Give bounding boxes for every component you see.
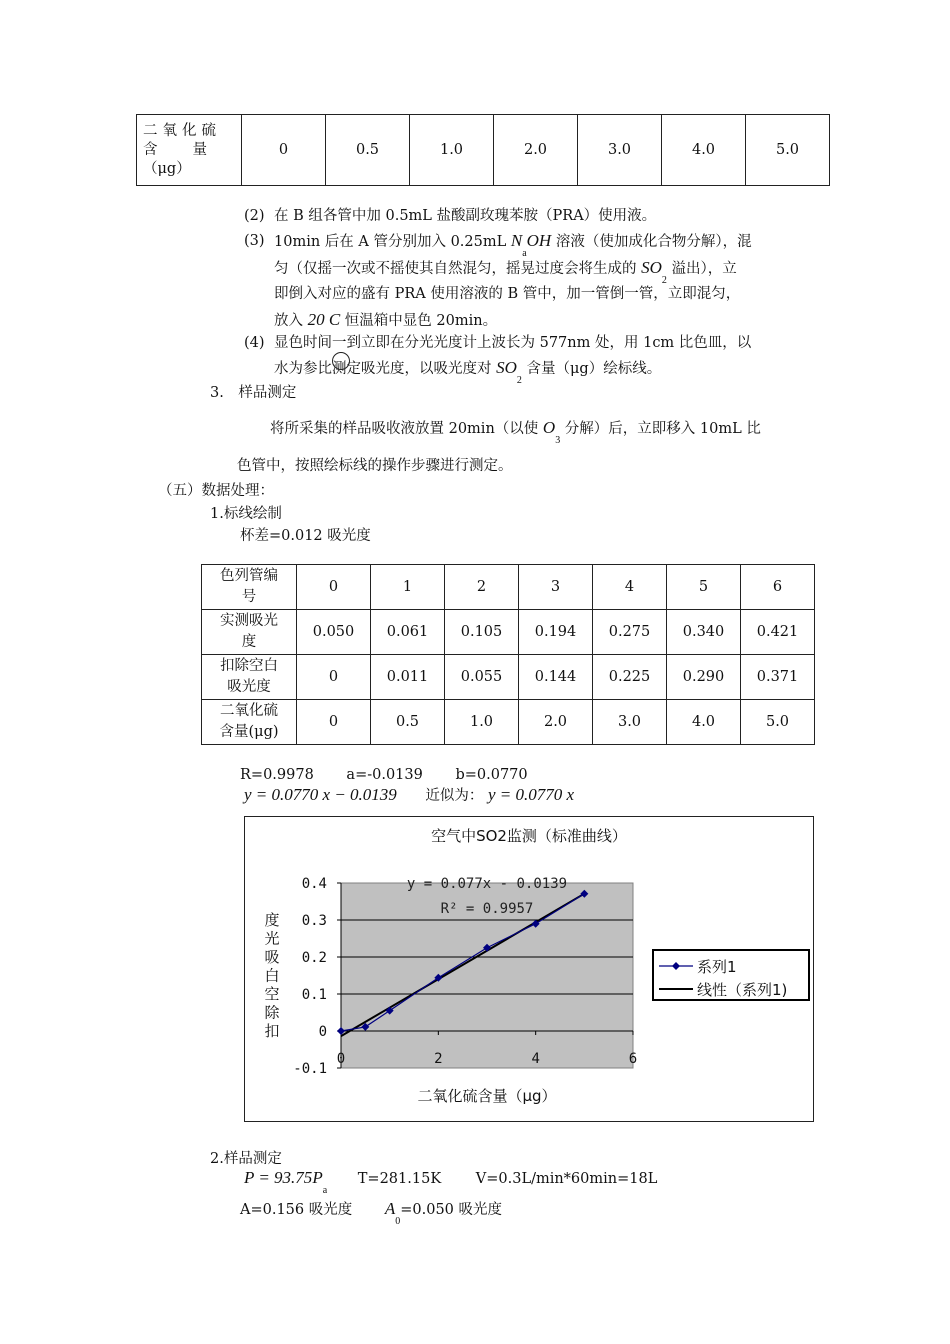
so2-content-table-top	[136, 114, 830, 186]
table-cell: 2.0	[494, 115, 578, 186]
table-cell: 2	[445, 565, 519, 610]
section-3-para-2: 色管中，按照绘标线的操作步骤进行测定。	[237, 458, 513, 474]
table-cell: 0.144	[519, 655, 593, 700]
row-header-line: 二氧化硫	[220, 703, 278, 719]
x-tick-label: 0	[336, 1051, 346, 1067]
subsection-2-title: 2.样品测定	[210, 1151, 282, 1167]
y-tick-label: 0.1	[301, 987, 327, 1003]
table-header-cell	[137, 115, 242, 186]
row-header-line: 扣除空白	[220, 658, 278, 674]
o-text: O	[542, 418, 556, 437]
naoh-n: N	[510, 231, 523, 250]
step-3-text-b: 溶液（使加成化合物分解），混	[551, 234, 752, 250]
table-cell: 0.5	[371, 700, 445, 745]
trend-equation: y = 0.077x - 0.0139	[406, 876, 568, 892]
so-text: SO	[496, 358, 517, 377]
step-3-text-d: 溢出），立	[666, 261, 737, 277]
chart-title: 空气中SO2监测（标准曲线）	[431, 827, 627, 845]
table-cell: 3.0	[593, 700, 667, 745]
step-3-text-c: 匀（仅摇一次或不摇使其自然混匀，摇晃过度会将生成的	[274, 261, 642, 277]
step-4-text-a: 水为参比测定吸光度，以吸光度对	[274, 361, 497, 377]
naoh-formula	[510, 231, 552, 259]
temperature-k: T=281.15K	[357, 1171, 442, 1187]
step-4-line-1: 显色时间一到立即在分光光度计上波长为 577nm 处，用 1cm 比色皿，以	[274, 335, 752, 351]
table-cell: 0.421	[741, 610, 815, 655]
approx-label: 近似为：	[425, 788, 484, 804]
table-cell: 1.0	[445, 700, 519, 745]
r-value: R=0.9978	[240, 767, 314, 783]
x-tick-label: 2	[434, 1051, 443, 1067]
table-cell: 3.0	[578, 115, 662, 186]
naoh-a: a	[522, 248, 527, 259]
b-value: b=0.0770	[455, 767, 528, 783]
table-row	[202, 610, 815, 655]
table-cell: 4.0	[667, 700, 741, 745]
step-3-text-a: 10min 后在 A 管分别加入 0.25mL	[274, 234, 511, 250]
pressure-value: P = 93.75	[244, 1168, 313, 1187]
table-cell: 4.0	[662, 115, 746, 186]
section-3-text-a: 将所采集的样品吸收液放置 20min（以使	[270, 421, 543, 437]
row-header	[202, 655, 297, 700]
table-cell: 0.290	[667, 655, 741, 700]
so-text: SO	[641, 258, 662, 277]
naoh-oh: OH	[526, 231, 552, 250]
step-3-line-3: 即倒入对应的盛有 PRA 使用溶液的 B 管中，加一管倒一管，立即混匀，	[274, 286, 741, 302]
cup-difference: 杯差=0.012 吸光度	[240, 528, 371, 544]
step-2-number: (2)	[244, 208, 265, 224]
table-cell: 2.0	[519, 700, 593, 745]
table-cell: 0.050	[297, 610, 371, 655]
regression-params	[240, 767, 528, 783]
approx-equation: y = 0.0770 x	[488, 785, 575, 804]
y-axis-label-char: 除	[264, 1003, 280, 1022]
table-cell: 0	[242, 115, 326, 186]
sample-params-line	[244, 1168, 658, 1196]
row-header-line: 实测吸光	[220, 613, 278, 629]
x-axis-label: 二氧化硫含量（μg）	[417, 1087, 557, 1105]
o3-formula	[542, 418, 561, 446]
y-tick-label: 0.3	[301, 913, 327, 929]
absorbance-line	[240, 1198, 503, 1227]
temperature: 20 C	[307, 310, 341, 329]
row-header-line: 色列管编	[220, 568, 278, 584]
step-3-text-e: 放入	[274, 313, 308, 329]
calibration-table	[201, 564, 815, 745]
table-cell: 0.275	[593, 610, 667, 655]
a0-sub: 0	[395, 1216, 401, 1227]
y-tick-label: 0.2	[301, 950, 327, 966]
row-header-line: 吸光度	[227, 679, 271, 695]
table-cell: 0.061	[371, 610, 445, 655]
table-cell: 0	[297, 565, 371, 610]
step-3-line-2	[274, 255, 737, 284]
table-cell: 4	[593, 565, 667, 610]
row-header-line: 度	[241, 634, 257, 650]
absorbance-a: A=0.156 吸光度	[240, 1202, 353, 1218]
table-row	[202, 565, 815, 610]
table-cell: 0.5	[326, 115, 410, 186]
y-axis-label-char: 度	[264, 911, 280, 929]
table-cell: 0.371	[741, 655, 815, 700]
x-tick-label: 6	[628, 1051, 638, 1067]
legend-trend-label: 线性（系列1)	[697, 981, 788, 999]
table-cell: 5.0	[746, 115, 830, 186]
legend-series-label: 系列1	[697, 958, 737, 976]
step-3-number: (3)	[244, 233, 265, 249]
section-5-title: （五）数据处理：	[158, 483, 274, 499]
circle-mark-icon	[332, 352, 350, 370]
absorbance-a0: =0.050 吸光度	[400, 1202, 503, 1218]
step-3-text-f: 恒温箱中显色 20min。	[340, 313, 498, 329]
header-line: 含 量	[143, 141, 209, 158]
volume: V=0.3L/min*60min=18L	[475, 1171, 658, 1187]
so2-sub: 2	[516, 375, 522, 386]
y-axis-label-char: 光	[264, 929, 280, 948]
row-header	[202, 700, 297, 745]
row-header-line: 号	[241, 589, 257, 605]
y-axis-label-char: 白	[264, 966, 280, 985]
pressure	[244, 1168, 328, 1196]
table-cell: 0.340	[667, 610, 741, 655]
table-cell: 6	[741, 565, 815, 610]
section-3-title: 3. 样品测定	[210, 385, 297, 401]
step-3-line-1	[274, 228, 752, 257]
r-squared: R² = 0.9957	[440, 901, 534, 917]
x-tick-label: 4	[531, 1051, 540, 1067]
table-cell: 0	[297, 700, 371, 745]
table-cell: 0.011	[371, 655, 445, 700]
table-cell: 0.225	[593, 655, 667, 700]
a0-symbol	[384, 1199, 401, 1227]
y-axis-label-char: 空	[264, 985, 280, 1003]
row-header-line: 含量(μg)	[219, 724, 279, 740]
table-cell: 1	[371, 565, 445, 610]
table-cell: 5	[667, 565, 741, 610]
pressure-unit: P	[312, 1168, 323, 1187]
row-header	[202, 565, 297, 610]
y-tick-label: 0	[318, 1024, 327, 1040]
y-axis-label-char: 吸	[264, 948, 280, 966]
standard-curve-chart	[244, 816, 814, 1122]
table-cell: 5.0	[741, 700, 815, 745]
table-cell: 3	[519, 565, 593, 610]
header-line: 二氧化硫	[143, 122, 221, 139]
table-cell: 0.105	[445, 610, 519, 655]
table-cell: 0.055	[445, 655, 519, 700]
so2-formula	[496, 358, 522, 386]
step-2-text: 在 B 组各管中加 0.5mL 盐酸副玫瑰苯胺（PRA）使用液。	[274, 208, 657, 224]
table-row	[202, 700, 815, 745]
pressure-sub: a	[322, 1185, 328, 1196]
section-3-text-b: 分解）后，立即移入 10mL 比	[560, 421, 761, 437]
y-axis-label-char: 扣	[264, 1022, 280, 1040]
a0-letter: A	[384, 1199, 396, 1218]
step-4-text-b: 含量（μg）绘标线。	[521, 361, 662, 377]
subsection-1-title: 1.标线绘制	[210, 506, 282, 522]
so2-sub: 2	[661, 275, 667, 286]
so2-formula	[641, 258, 667, 286]
section-3-para-1	[270, 415, 761, 444]
table-cell: 0	[297, 655, 371, 700]
table-row	[137, 115, 830, 186]
regression-equation: y = 0.0770 x − 0.0139	[244, 785, 397, 804]
chart-svg	[245, 817, 813, 1121]
regression-equation-line	[244, 784, 574, 805]
y-tick-label: -0.1	[293, 1061, 327, 1077]
y-tick-label: 0.4	[301, 876, 327, 892]
o3-sub: 3	[555, 435, 561, 446]
step-4-number: (4)	[244, 335, 265, 351]
table-row	[202, 655, 815, 700]
table-cell: 0.194	[519, 610, 593, 655]
header-line: （μg）	[143, 160, 191, 177]
a-value: a=-0.0139	[346, 767, 423, 783]
row-header	[202, 610, 297, 655]
table-cell: 1.0	[410, 115, 494, 186]
